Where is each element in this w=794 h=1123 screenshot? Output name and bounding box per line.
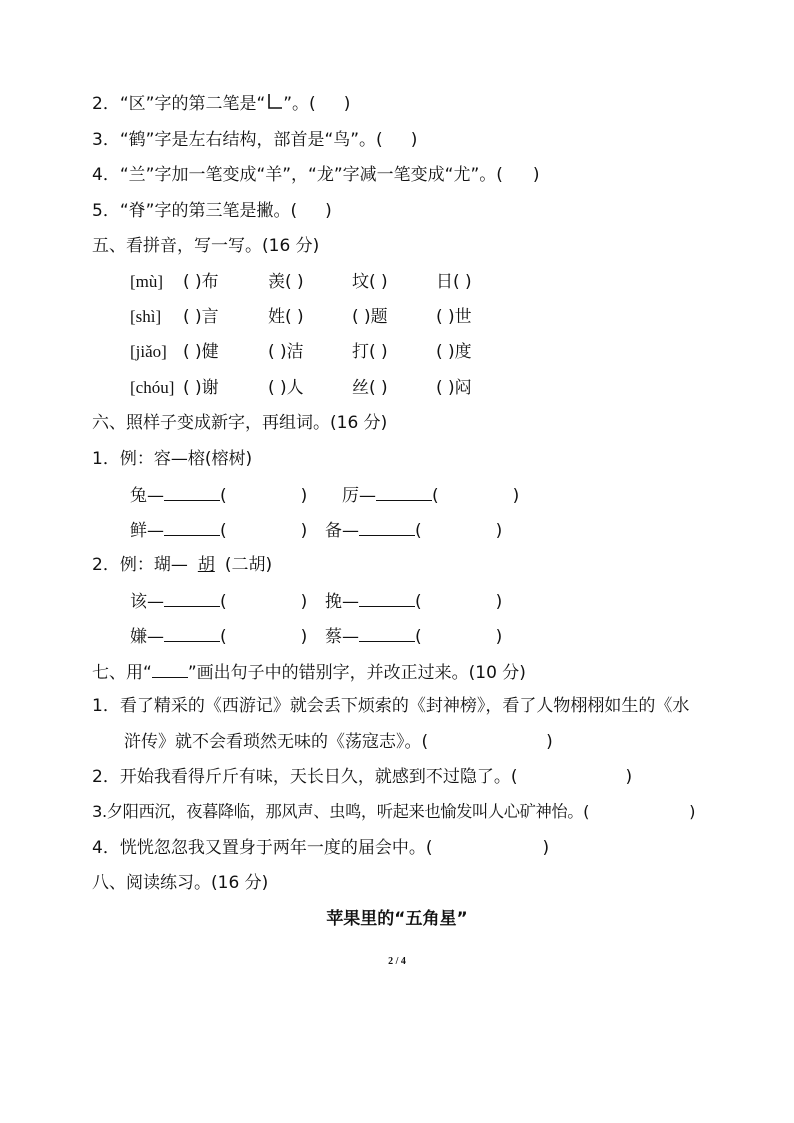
page-number: 2 / 4: [388, 956, 406, 967]
judge-item-3: [92, 128, 417, 152]
word-item: 该— ( ): [130, 588, 307, 614]
item-number: 3.: [92, 802, 107, 821]
answer-paren: ): [625, 767, 633, 787]
answer-blank[interactable]: [359, 588, 415, 607]
example-2: [92, 553, 272, 577]
word-item: 挽— ( ): [325, 588, 502, 614]
answer-blank[interactable]: [376, 482, 432, 501]
pinyin-label: [chóu]: [130, 378, 175, 397]
answer-paren: ): [343, 94, 351, 114]
judge-item-5: [92, 199, 332, 223]
pinyin-blank[interactable]: ( )洁: [268, 342, 304, 362]
vertical-bend-stroke-icon: [265, 93, 283, 111]
example-text: 例：瑚—: [119, 555, 188, 575]
correction-item-2: [92, 765, 632, 789]
pinyin-blank[interactable]: ( )布: [183, 272, 219, 292]
pinyin-label: [mù]: [130, 272, 164, 291]
item-number: 4．: [92, 165, 120, 185]
pinyin-blank[interactable]: 姓( ): [268, 307, 304, 327]
pinyin-blank[interactable]: ( )世: [436, 307, 472, 327]
word-item: 鲜— ( ): [130, 517, 307, 543]
item-number: 1．: [92, 696, 120, 716]
answer-blank[interactable]: [164, 482, 220, 501]
item-text: “区”字的第二笔是“: [119, 94, 266, 114]
pinyin-blank[interactable]: 丝( ): [352, 378, 388, 398]
pinyin-blank[interactable]: ( )题: [352, 307, 388, 327]
example-text: 例：容—榕(榕树): [119, 449, 253, 469]
item-text: “脊”字的第三笔是撇。(: [119, 201, 298, 221]
example-1: [92, 447, 252, 471]
answer-blank[interactable]: [164, 517, 220, 536]
section-5-heading: 五、看拼音，写一写。(16 分): [92, 236, 320, 256]
item-text: 看了精采的《西游记》就会丢下烦索的《封神榜》，看了人物栩栩如生的《水: [119, 696, 690, 716]
pinyin-blank[interactable]: ( )言: [183, 307, 219, 327]
section-8-heading: 八、阅读练习。(16 分): [92, 873, 269, 893]
item-number: 2．: [92, 767, 120, 787]
pinyin-blank[interactable]: ( )闷: [436, 378, 472, 398]
word-item: 厉— ( ): [342, 482, 519, 508]
answer-blank[interactable]: [164, 623, 220, 642]
reading-title: 苹果里的“五角星”: [326, 909, 468, 929]
section-6-heading: 六、照样子变成新字，再组词。(16 分): [92, 413, 388, 433]
pinyin-blank[interactable]: 打( ): [352, 342, 388, 362]
word-item: 备— ( ): [325, 517, 502, 543]
judge-item-2: [92, 92, 350, 116]
item-number: 1．: [92, 449, 120, 469]
correction-item-1: [92, 694, 689, 718]
correction-item-4: [92, 836, 549, 860]
example-answer: 胡: [197, 555, 215, 575]
item-number: 2．: [92, 555, 120, 575]
answer-paren: ): [532, 165, 540, 185]
pinyin-label: [shì]: [130, 307, 162, 326]
pinyin-blank[interactable]: 日( ): [436, 272, 472, 292]
item-text: “兰”字加一笔变成“羊”，“龙”字减一笔变成“尤”。(: [119, 165, 503, 185]
item-text: ”。(: [283, 94, 316, 114]
word-item: 蔡— ( ): [325, 623, 502, 649]
answer-paren: ): [542, 838, 550, 858]
answer-paren: ): [546, 732, 553, 752]
pinyin-blank[interactable]: ( )人: [268, 378, 304, 398]
item-number: 4．: [92, 838, 120, 858]
pinyin-blank[interactable]: 坟( ): [352, 272, 388, 292]
pinyin-label: [jiǎo]: [130, 342, 167, 361]
item-number: 5．: [92, 201, 120, 221]
pinyin-blank[interactable]: ( )谢: [183, 378, 219, 398]
answer-paren: ): [410, 130, 418, 150]
correction-item-1-cont: [124, 730, 553, 754]
answer-paren: ): [325, 201, 332, 221]
pinyin-blank[interactable]: 羡( ): [268, 272, 304, 292]
pinyin-blank[interactable]: ( )健: [183, 342, 219, 362]
item-text: 浒传》就不会看琐然无味的《荡寇志》。(: [124, 732, 429, 752]
correction-item-3: [92, 800, 695, 824]
item-number: 3．: [92, 130, 120, 150]
item-text: 恍恍忽忽我又置身于两年一度的届会中。(: [119, 838, 433, 858]
item-number: 2．: [92, 94, 120, 114]
answer-blank[interactable]: [164, 588, 220, 607]
item-text: 开始我看得斤斤有味，天长日久，就感到不过隐了。(: [119, 767, 518, 787]
answer-blank[interactable]: [359, 623, 415, 642]
pinyin-blank[interactable]: ( )度: [436, 342, 472, 362]
item-text: 夕阳西沉，夜暮降临，那风声、虫鸣，听起来也愉发叫人心矿神怡。(: [106, 802, 590, 821]
example-text: (二胡): [224, 555, 273, 575]
word-item: 嫌— ( ): [130, 623, 307, 649]
answer-paren: ): [689, 802, 696, 821]
answer-blank[interactable]: [359, 517, 415, 536]
judge-item-4: [92, 163, 540, 187]
section-7-heading: 七、用“ ”画出句子中的错别字，并改正过来。(10 分): [92, 659, 526, 685]
item-text: “鹤”字是左右结构，部首是“鸟”。(: [119, 130, 383, 150]
word-item: 兔— ( ): [130, 482, 307, 508]
